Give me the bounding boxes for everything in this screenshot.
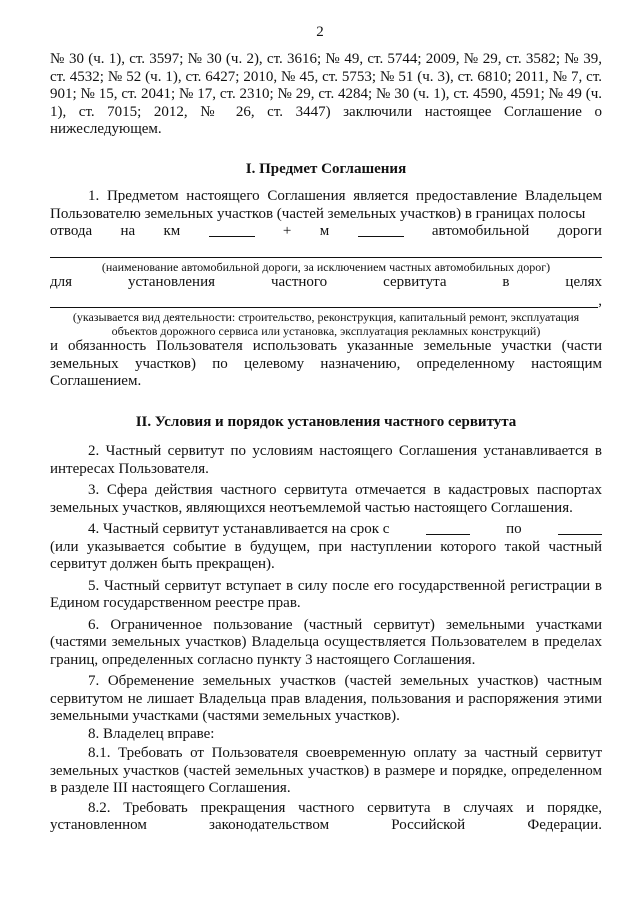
term-from-blank: [426, 521, 470, 535]
clause-6: 6. Ограниченное пользование (частный сервитут) земельными участками (частями земельных участков) Владельца осуществляется Пользователем в пределах границ, определенных согласно пункту 3 настоящего Соглашения.: [50, 616, 602, 668]
word-avtomobilnoy: автомобильной: [431, 223, 530, 239]
word-v: в: [502, 273, 510, 290]
page-number: 2: [316, 24, 324, 40]
document-body: [50, 51, 602, 835]
word-dlya: для: [50, 273, 73, 290]
clause-8-2: 8.2. Требовать прекращения частного сервитута в случаях и порядке, установленном законодательством Российской Федерации.: [50, 799, 602, 833]
word-m: м: [319, 223, 330, 239]
word-otvoda: отвода: [50, 223, 93, 239]
clause-4-term-line: [50, 521, 602, 539]
word-ustanovleniya: установления: [127, 273, 216, 290]
activity-blank-line: [50, 297, 598, 308]
word-chastnogo: частного: [270, 273, 328, 290]
clause-5: 5. Частный сервитут вступает в силу после его государственной регистрации в Едином государственном реестре прав.: [50, 577, 602, 611]
clause-8: 8. Владелец вправе:: [88, 725, 215, 742]
clause-2: 2. Частный сервитут по условиям настоящего Соглашения устанавливается в интересах Пользователя.: [50, 443, 602, 477]
road-name-blank-line: [50, 247, 602, 258]
clause-7: 7. Обременение земельных участков (частей земельных участков) частным сервитутом не лишает Владельца прав владения, пользования и распоряжения этими земельными участками (частями земельных участков).: [50, 673, 602, 724]
clause-4-po: по: [506, 521, 522, 537]
activity-blank-row: [50, 291, 602, 308]
clause-4-start: 4. Частный сервитут устанавливается на срок с: [88, 521, 390, 537]
road-name-caption: (наименование автомобильной дороги, за исключением частных автомобильных дорог): [101, 259, 551, 274]
purpose-line: [50, 274, 602, 292]
clause-4-end: (или указывается событие в будущем, при наступлении которого такой частный сервитут должен быть прекращен).: [50, 538, 602, 572]
m-blank: [358, 223, 404, 237]
activity-caption: (указывается вид деятельности: строительство, реконструкция, капитальный ремонт, эксплуатация объектов дорожного сервиса или установка, эксплуатация рекламных конструкций): [72, 310, 580, 338]
km-blank: [209, 223, 255, 237]
word-tselyakh: целях: [565, 273, 602, 290]
word-dorogi: дороги: [557, 223, 602, 239]
clause-3: 3. Сфера действия частного сервитута отмечается в кадастровых паспортах земельных участков, являющихся неотъемлемой частью настоящего Соглашения.: [50, 482, 602, 516]
clause-1-text: 1. Предметом настоящего Соглашения является предоставление Владельцем Пользователю земельных участков (частей земельных участков) в границах полосы: [50, 188, 602, 222]
clause-1-road-line: [50, 223, 602, 241]
section-1-heading: I. Предмет Соглашения: [245, 160, 407, 177]
activity-comma: ,: [598, 293, 602, 309]
term-to-blank: [558, 521, 602, 535]
word-km: км: [163, 223, 181, 239]
clause-1-end: и обязанность Пользователя использовать указанные земельные участки (части земельных участков) по целевому назначению, определенному настоящим Соглашением.: [50, 338, 602, 389]
word-na: на: [120, 223, 136, 239]
intro-paragraph: № 30 (ч. 1), ст. 3597; № 30 (ч. 2), ст. 3616; № 49, ст. 5744; 2009, № 29, ст. 3582; № 39, ст. 4532; № 52 (ч. 1), ст. 6427; 2010, № 45, ст. 5753; № 51 (ч. 3), ст. 6810; 2011, № 7, ст. 901; № 15, ст. 2041; № 17, ст. 2310; № 29, ст. 4284; № 30 (ч. 1), ст. 4590, 4591; № 49 (ч. 1), ст. 7015; 2012, № 26, ст. 3447) заключили настоящее Соглашение о нижеследующем.: [50, 51, 602, 137]
section-2-heading: II. Условия и порядок установления частного сервитута: [135, 413, 517, 430]
word-plus: +: [282, 223, 292, 239]
clause-8-1: 8.1. Требовать от Пользователя своевременную оплату за частный сервитут земельных участков (частей земельных участков) в размере и порядке, определенном в разделе III настоящего Соглашения.: [50, 745, 602, 796]
word-servituta: сервитута: [383, 273, 447, 290]
